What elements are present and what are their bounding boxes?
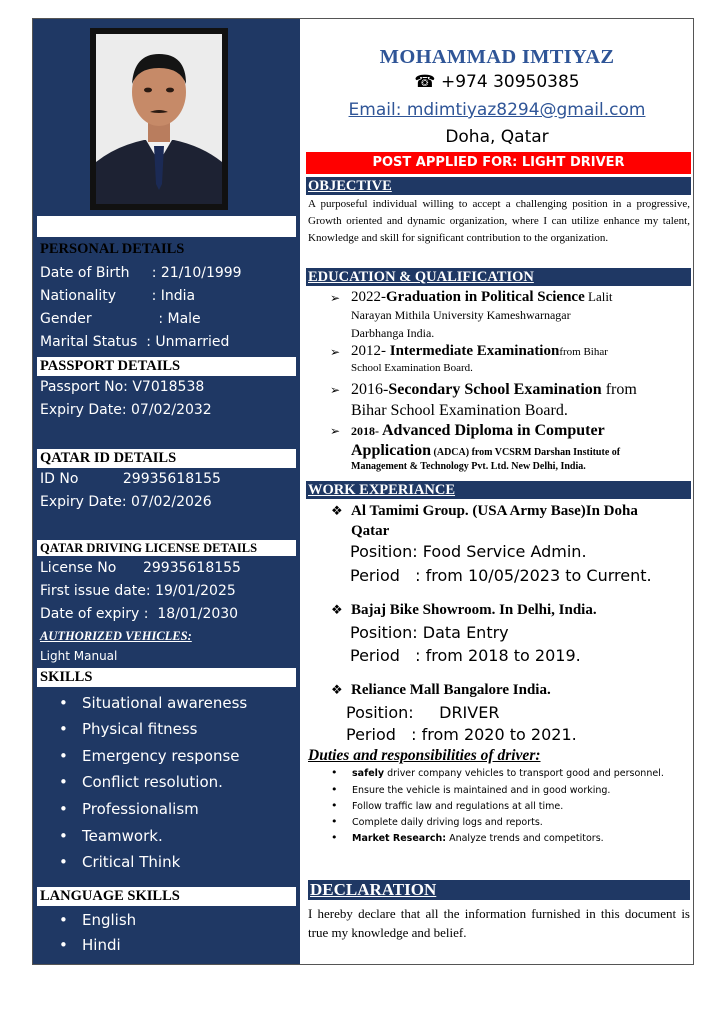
objective-text: A purposeful individual willing to accept a challenging position in a progressive, Growth oriented and dynamic organization, where I can utilize enhance my talent, Knowledge and skill for significant contribution to the organization. xyxy=(308,198,690,244)
skill-item: • Teamwork. xyxy=(62,827,163,845)
skill-item: • Professionalism xyxy=(62,800,199,818)
work-experience-heading: WORK EXPERIANCE xyxy=(306,481,691,499)
gender-field: Gender : Male xyxy=(40,311,201,327)
phone-line xyxy=(300,72,694,92)
pointer-icon: ➢ xyxy=(330,291,341,305)
language-skills-heading: LANGUAGE SKILLS xyxy=(37,887,296,906)
name-placeholder-bar xyxy=(37,216,296,237)
duty-item: • Market Research: Analyze trends and competitors. xyxy=(352,833,604,844)
passport-number-field: Passport No: V7018538 xyxy=(40,379,205,395)
profile-photo xyxy=(90,28,228,210)
passport-details-heading: PASSPORT DETAILS xyxy=(37,357,296,376)
objective-heading: OBJECTIVE xyxy=(306,177,691,195)
passport-expiry-field: Expiry Date: 07/02/2032 xyxy=(40,402,212,418)
marital-status-field: Marital Status : Unmarried xyxy=(40,334,230,350)
duty-item: • Ensure the vehicle is maintained and in good working. xyxy=(352,785,610,796)
declaration-heading: DECLARATION xyxy=(308,880,690,900)
work-period: Period : from 2018 to 2019. xyxy=(350,646,581,665)
personal-details-heading: PERSONAL DETAILS xyxy=(40,241,185,257)
pointer-icon: ➢ xyxy=(330,383,341,397)
language-item: • Hindi xyxy=(62,936,121,954)
post-applied-banner: POST APPLIED FOR: LIGHT DRIVER xyxy=(306,152,691,174)
skill-item: • Emergency response xyxy=(62,747,240,765)
work-position: Position: Food Service Admin. xyxy=(350,542,587,561)
declaration-text: I hereby declare that all the information furnished in this document is true my knowledge and belief. xyxy=(308,906,690,940)
skill-item: • Situational awareness xyxy=(62,694,247,712)
diamond-bullet-icon: ❖ xyxy=(331,602,343,617)
nationality-field: Nationality : India xyxy=(40,288,196,304)
diamond-bullet-icon: ❖ xyxy=(331,503,343,518)
duty-item: • Complete daily driving logs and reports. xyxy=(352,817,543,828)
email-link[interactable]: Email: mdimtiyaz8294@gmail.com xyxy=(348,100,646,120)
candidate-name: MOHAMMAD IMTIYAZ xyxy=(379,46,615,68)
diamond-bullet-icon: ❖ xyxy=(331,682,343,697)
phone-number: +974 30950385 xyxy=(440,72,580,92)
work-period: Period : from 10/05/2023 to Current. xyxy=(350,566,652,585)
education-heading: EDUCATION & QUALIFICATION xyxy=(306,268,691,286)
work-period: Period : from 2020 to 2021. xyxy=(346,725,577,744)
license-number-field: License No 29935618155 xyxy=(40,560,241,576)
authorized-vehicles-label: AUTHORIZED VEHICLES: xyxy=(40,629,192,643)
duty-item: • Follow traffic law and regulations at all time. xyxy=(352,801,563,812)
location-text: Doha, Qatar xyxy=(445,127,549,147)
skills-heading: SKILLS xyxy=(37,668,296,687)
authorized-vehicles-value: Light Manual xyxy=(40,649,118,663)
qatar-id-expiry-field: Expiry Date: 07/02/2026 xyxy=(40,494,212,510)
duty-item: • safely driver company vehicles to transport good and personnel. xyxy=(352,768,664,779)
skill-item: • Critical Think xyxy=(62,853,180,871)
dob-field: Date of Birth : 21/10/1999 xyxy=(40,265,242,281)
qatar-id-heading: QATAR ID DETAILS xyxy=(37,449,296,468)
license-expiry-field: Date of expiry : 18/01/2030 xyxy=(40,606,239,622)
work-position: Position: DRIVER xyxy=(346,703,500,722)
pointer-icon: ➢ xyxy=(330,345,341,359)
driving-license-heading: QATAR DRIVING LICENSE DETAILS xyxy=(37,540,296,556)
pointer-icon: ➢ xyxy=(330,424,341,438)
qatar-id-number-field: ID No 29935618155 xyxy=(40,471,221,487)
skill-item: • Conflict resolution. xyxy=(62,773,223,791)
duties-heading: Duties and responsibilities of driver: xyxy=(308,747,541,764)
work-position: Position: Data Entry xyxy=(350,623,509,642)
telephone-icon: ☎ xyxy=(414,72,436,92)
language-item: • English xyxy=(62,911,136,929)
skill-item: • Physical fitness xyxy=(62,720,197,738)
license-first-issue-field: First issue date: 19/01/2025 xyxy=(40,583,236,599)
